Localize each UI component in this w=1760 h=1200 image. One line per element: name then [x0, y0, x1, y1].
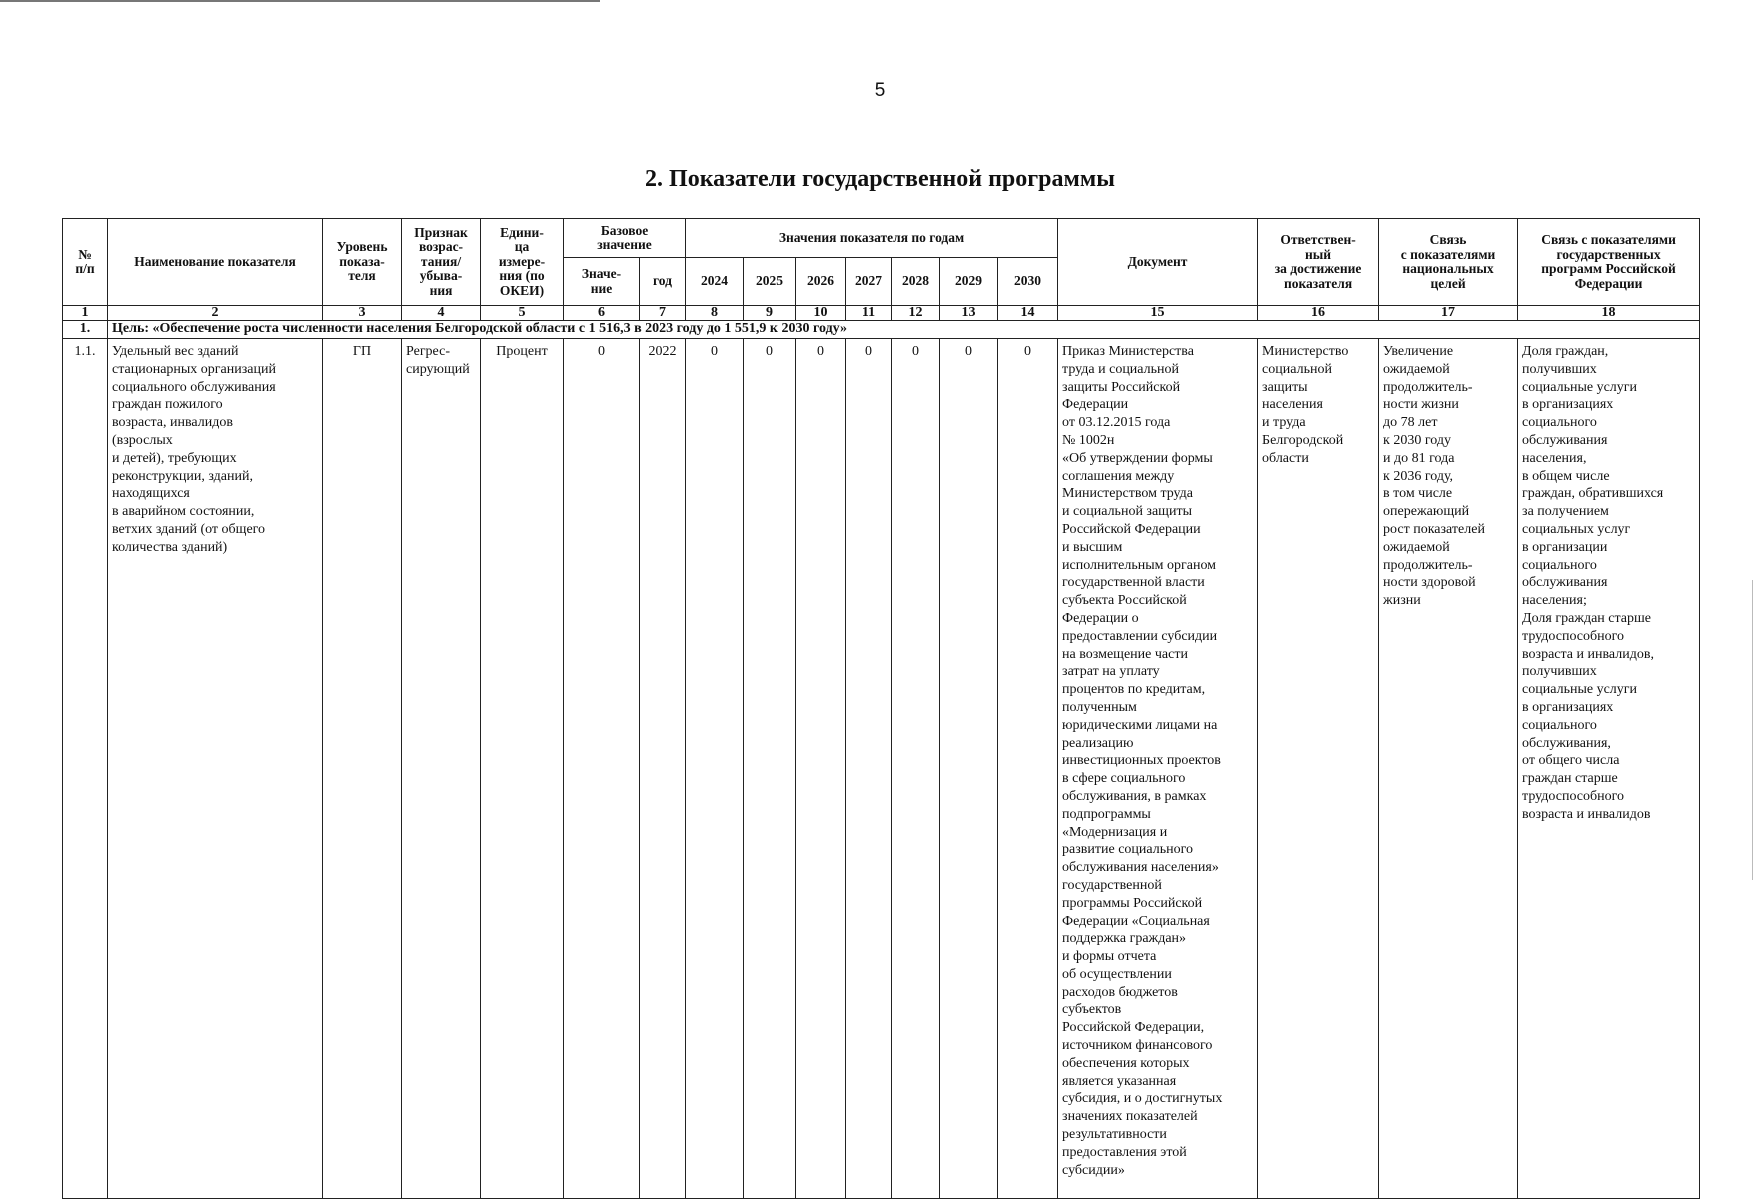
column-number: 16: [1258, 306, 1379, 321]
text-line: № 1002н: [1062, 432, 1115, 448]
header-year: 2025: [744, 258, 796, 306]
text-line: до 78 лет: [1383, 415, 1438, 431]
column-number: 17: [1379, 306, 1518, 321]
text-line: продолжитель-: [1383, 379, 1473, 395]
year-value: 0: [846, 339, 892, 1199]
header-base-value: [564, 258, 640, 306]
column-number: 1: [63, 306, 108, 321]
text-line: субсидии»: [1062, 1162, 1125, 1178]
text-line: области: [1262, 450, 1309, 466]
text-line: Федерации «Социальная: [1062, 913, 1210, 929]
text-line: обслуживания: [1522, 432, 1608, 448]
text-line: год: [653, 273, 672, 289]
page-title: 2. Показатели государственной программы: [645, 166, 1115, 192]
text-line: в организации: [1522, 539, 1608, 555]
text-line: Регрес-: [406, 344, 450, 359]
text-line: (взрослых: [112, 432, 173, 448]
text-line: трудоспособного: [1522, 628, 1625, 644]
text-line: ный: [1304, 246, 1332, 262]
text-line: Связь с показателями: [1541, 232, 1676, 247]
text-line: предоставления этой: [1062, 1144, 1187, 1160]
text-line: предоставлении субсидии: [1062, 628, 1218, 644]
text-line: трудоспособного: [1522, 788, 1625, 804]
text-line: обслуживания,: [1522, 735, 1611, 751]
text-line: Российской Федерации: [1062, 521, 1201, 537]
text-line: государственных: [1556, 246, 1661, 262]
text-line: государственной власти: [1062, 575, 1205, 591]
text-line: ности жизни: [1383, 397, 1459, 413]
text-line: Российской Федерации,: [1062, 1020, 1205, 1036]
text-line: Базовое: [600, 222, 649, 238]
text-line: Министерством труда: [1062, 486, 1194, 502]
text-line: Значения показателя по годам: [778, 229, 965, 245]
goal-row: [63, 321, 1700, 339]
text-line: защиты Российской: [1062, 379, 1181, 395]
base-year: 2022: [640, 339, 686, 1199]
text-line: показа-: [339, 253, 385, 269]
text-line: является указанная: [1062, 1073, 1177, 1089]
text-line: на возмещение части: [1062, 646, 1188, 662]
header-level: [323, 219, 402, 306]
base-value: 0: [564, 339, 640, 1199]
text-line: процентов по кредитам,: [1062, 682, 1206, 698]
text-line: и труда: [1262, 415, 1306, 431]
text-line: затрат на уплату: [1062, 664, 1160, 680]
text-line: Уровень: [336, 239, 388, 255]
text-line: ния (по: [499, 268, 545, 284]
indicator-trend: [402, 339, 481, 1199]
text-line: получивших: [1522, 664, 1597, 680]
text-line: целей: [1430, 275, 1466, 291]
text-line: «Об утверждении формы: [1062, 450, 1213, 466]
national-goals-cell: [1379, 339, 1518, 1199]
text-line: ние: [590, 280, 613, 296]
text-line: Доля граждан старше: [1522, 610, 1652, 626]
goal-text: Цель: «Обеспечение роста численности населения Белгородской области с 1 516,3 в 2023 году до 1 551,9 к 2030 году»: [108, 321, 1700, 339]
column-number: 12: [892, 306, 940, 321]
column-number: 8: [686, 306, 744, 321]
text-line: социальные услуги: [1522, 379, 1637, 395]
header-year: 2026: [796, 258, 846, 306]
scan-top-edge-line: [0, 0, 600, 2]
document-cell: [1058, 339, 1258, 1199]
text-line: обслуживания населения»: [1062, 860, 1219, 876]
text-line: граждан старше: [1522, 771, 1618, 787]
text-line: населения;: [1522, 593, 1587, 609]
header-year: 2029: [940, 258, 998, 306]
text-line: социальных услуг: [1522, 521, 1631, 537]
text-line: реализацию: [1062, 735, 1134, 751]
year-value: 0: [796, 339, 846, 1199]
column-number: 4: [402, 306, 481, 321]
text-line: за достижение: [1274, 261, 1362, 276]
text-line: юридическими лицами на: [1062, 717, 1218, 733]
text-line: к 2030 году: [1383, 432, 1451, 448]
text-line: национальных: [1402, 261, 1494, 276]
text-line: граждан пожилого: [112, 397, 223, 413]
indicators-table: [62, 218, 1700, 1199]
text-line: граждан, обратившихся: [1522, 486, 1664, 502]
row-number: 1.1.: [63, 339, 108, 1199]
indicator-name: [108, 339, 323, 1199]
text-line: возраста и инвалидов,: [1522, 646, 1654, 662]
header-year: 2028: [892, 258, 940, 306]
text-line: и формы отчета: [1062, 949, 1157, 965]
text-line: значение: [597, 237, 652, 252]
text-line: Белгородской: [1262, 432, 1344, 448]
text-line: и до 81 года: [1383, 450, 1455, 466]
text-line: ния: [429, 282, 453, 298]
text-line: и детей), требующих: [112, 450, 237, 466]
text-line: инвестиционных проектов: [1062, 753, 1221, 769]
page-number: 5: [874, 80, 886, 101]
year-value: 0: [998, 339, 1058, 1199]
text-line: социальные услуги: [1522, 682, 1637, 698]
text-line: стационарных организаций: [112, 361, 276, 377]
column-number: 6: [564, 306, 640, 321]
text-line: государственной: [1062, 877, 1162, 893]
column-numbers-row: [63, 306, 1700, 321]
text-line: субъектов: [1062, 1002, 1122, 1018]
text-line: социального: [1522, 717, 1597, 733]
text-line: Едини-: [500, 224, 544, 240]
text-line: жизни: [1383, 593, 1421, 609]
header-trend: [402, 219, 481, 306]
text-line: поддержка граждан»: [1062, 931, 1187, 947]
header-document: [1058, 219, 1258, 306]
indicator-level: ГП: [323, 339, 402, 1199]
text-line: Ответствен-: [1280, 232, 1356, 247]
header-responsible: [1258, 219, 1379, 306]
column-number: 15: [1058, 306, 1258, 321]
text-line: тания/: [420, 253, 462, 269]
header-federal-programs: [1518, 219, 1700, 306]
column-number: 11: [846, 306, 892, 321]
text-line: труда и социальной: [1062, 361, 1179, 377]
text-line: в сфере социального: [1062, 771, 1186, 787]
column-number: 2: [108, 306, 323, 321]
text-line: убыва-: [419, 268, 463, 284]
text-line: Доля граждан,: [1522, 344, 1609, 359]
text-line: результативности: [1062, 1127, 1167, 1143]
text-line: полученным: [1062, 699, 1137, 715]
text-line: об осуществлении: [1062, 966, 1172, 982]
text-line: реконструкции, зданий,: [112, 468, 253, 484]
text-line: в том числе: [1383, 486, 1453, 502]
text-line: населения: [1262, 397, 1323, 413]
text-line: и высшим: [1062, 539, 1123, 555]
text-line: программ Российской: [1541, 261, 1676, 276]
header-year: 2024: [686, 258, 744, 306]
text-line: Увеличение: [1383, 344, 1454, 359]
text-line: ожидаемой: [1383, 361, 1450, 377]
year-value: 0: [686, 339, 744, 1199]
text-line: развитие социального: [1062, 842, 1194, 858]
text-line: возраста, инвалидов: [112, 415, 233, 431]
text-line: Приказ Министерства: [1062, 344, 1194, 359]
text-line: исполнительным органом: [1062, 557, 1217, 573]
column-number: 9: [744, 306, 796, 321]
text-line: Связь: [1429, 232, 1467, 247]
text-line: обслуживания, в рамках: [1062, 788, 1207, 804]
text-line: сирующий: [406, 361, 470, 377]
column-number: 18: [1518, 306, 1700, 321]
year-value: 0: [892, 339, 940, 1199]
text-line: ности здоровой: [1383, 575, 1476, 591]
responsible-cell: [1258, 339, 1379, 1199]
text-line: значениях показателей: [1062, 1109, 1198, 1125]
text-line: показателя: [1283, 275, 1353, 291]
text-line: Федерации: [1062, 397, 1129, 413]
text-line: в аварийном состоянии,: [112, 504, 255, 520]
header-base: [564, 219, 686, 258]
header-national-goals: [1379, 219, 1518, 306]
text-line: ветхих зданий (от общего: [112, 521, 266, 537]
text-line: от общего числа: [1522, 753, 1620, 769]
text-line: обслуживания: [1522, 575, 1608, 591]
text-line: социальной: [1262, 361, 1332, 377]
text-line: социального: [1522, 557, 1597, 573]
federal-programs-cell: [1518, 339, 1700, 1199]
text-line: подпрограммы: [1062, 806, 1151, 822]
table-row: [63, 339, 1700, 1199]
text-line: Федерации: [1574, 275, 1643, 291]
text-line: социального: [1522, 415, 1597, 431]
text-line: Удельный вес зданий: [112, 344, 239, 359]
text-line: населения,: [1522, 450, 1587, 466]
text-line: от 03.12.2015 года: [1062, 415, 1171, 431]
text-line: находящихся: [112, 486, 190, 502]
goal-number: 1.: [63, 321, 108, 339]
header-years-group: [686, 219, 1058, 258]
text-line: в организациях: [1522, 397, 1614, 413]
text-line: программы Российской: [1062, 895, 1203, 911]
text-line: субсидия, и о достигнутых: [1062, 1091, 1223, 1107]
text-line: и социальной защиты: [1062, 504, 1192, 520]
text-line: за получением: [1522, 504, 1609, 520]
text-line: субъекта Российской: [1062, 593, 1187, 609]
header-no: [63, 219, 108, 306]
text-line: ца: [514, 239, 530, 255]
text-line: с показателями: [1400, 246, 1496, 262]
column-number: 5: [481, 306, 564, 321]
header-base-year: [640, 258, 686, 306]
column-number: 7: [640, 306, 686, 321]
column-number: 3: [323, 306, 402, 321]
text-line: Федерации о: [1062, 610, 1139, 626]
text-line: Признак: [414, 224, 468, 240]
header-name: [108, 219, 323, 306]
text-line: в общем числе: [1522, 468, 1610, 484]
text-line: соглашения между: [1062, 468, 1175, 484]
text-line: ожидаемой: [1383, 539, 1450, 555]
year-value: 0: [940, 339, 998, 1199]
text-line: ОКЕИ): [499, 282, 545, 298]
header-unit: [481, 219, 564, 306]
year-value: 0: [744, 339, 796, 1199]
text-line: социального обслуживания: [112, 379, 276, 395]
text-line: количества зданий): [112, 539, 228, 555]
text-line: рост показателей: [1383, 521, 1485, 537]
column-number: 10: [796, 306, 846, 321]
text-line: к 2036 году,: [1383, 468, 1454, 484]
text-line: Значе-: [581, 266, 622, 281]
text-line: обеспечения которых: [1062, 1055, 1190, 1071]
header-year: 2027: [846, 258, 892, 306]
scan-right-edge-mark: [1752, 580, 1753, 880]
text-line: расходов бюджетов: [1062, 984, 1178, 1000]
text-line: измере-: [498, 253, 546, 269]
text-line: №: [78, 246, 92, 262]
text-line: «Модернизация и: [1062, 824, 1168, 840]
text-line: продолжитель-: [1383, 557, 1473, 573]
column-number: 14: [998, 306, 1058, 321]
text-line: теля: [348, 268, 376, 284]
text-line: Наименование показателя: [134, 253, 296, 269]
text-line: Министерство: [1262, 344, 1349, 359]
text-line: источником финансового: [1062, 1038, 1213, 1054]
text-line: защиты: [1262, 379, 1308, 395]
text-line: возраста и инвалидов: [1522, 806, 1651, 822]
text-line: возрас-: [418, 239, 464, 255]
text-line: в организациях: [1522, 699, 1614, 715]
text-line: п/п: [75, 261, 95, 276]
column-number: 13: [940, 306, 998, 321]
indicator-unit: Процент: [481, 339, 564, 1199]
header-year: 2030: [998, 258, 1058, 306]
text-line: Документ: [1127, 253, 1188, 269]
text-line: получивших: [1522, 361, 1597, 377]
header-row-top: [63, 219, 1700, 258]
text-line: опережающий: [1383, 504, 1470, 520]
